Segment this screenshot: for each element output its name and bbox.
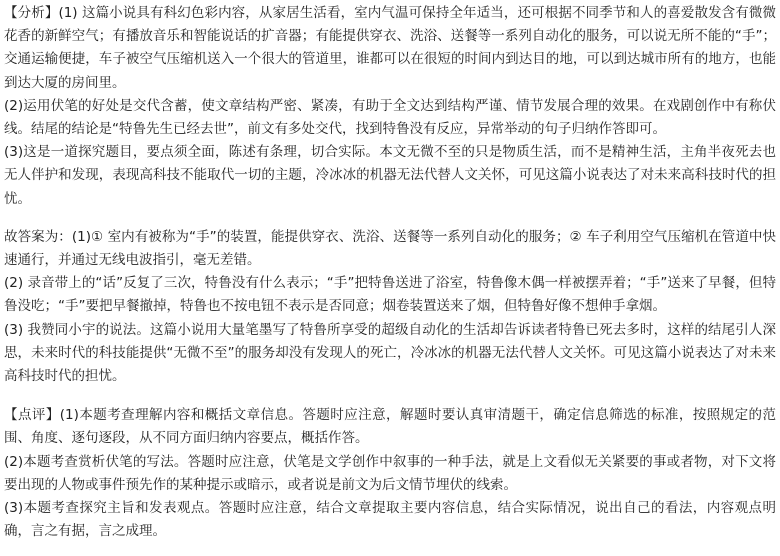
analysis-paragraph-2: (2)运用伏笔的好处是交代含蓄，使文章结构严密、紧凑，有助于全文达到结构严谨、情节发展合理的效果。在戏剧创作中有称伏线。结尾的结论是“特鲁先生已经去世”，前文有多处交代，找到特鲁没有反应，异常举动的句子归纳作答即可。: [4, 97, 776, 138]
review-paragraph-1: 【点评】(1)本题考查理解内容和概括文章信息。答题时应注意，解题时要认真审清题干，确定信息筛选的标准，按照规定的范围、角度、逐句逐段，从不同方面归纳内容要点，概括作答。: [4, 407, 776, 447]
answer-paragraph-1: 故答案为：(1)① 室内有被称为“手”的装置，能提供穿衣、洗浴、送餐等一系列自动化的服务；② 车子利用空气压缩机在管道中快速通行，并通过无线电波指引，毫无差错。: [4, 228, 776, 269]
answer-section: [4, 226, 776, 388]
review-section: [4, 404, 776, 543]
analysis-paragraph-1: 【分析】(1) 这篇小说具有科幻色彩内容，从家居生活看，室内气温可保持全年适当，还可根据不同季节和人的喜爱散发含有微微花香的新鲜空气；有播放音乐和智能说话的扩音器；有能提供穿衣、洗浴、送餐等一系列自动化的服务，可以说无所不能的“手”；交通运输便捷，车子被空气压缩机送入一个很大的管道里，谁都可以在很短的时间内到达目的地，可以到达城市所有的地方，也能到达大厦的房间里。: [4, 5, 776, 91]
section-spacer: [4, 388, 776, 404]
answer-paragraph-3: (3) 我赞同小宇的说法。这篇小说用大量笔墨写了特鲁所享受的超级自动化的生活却告诉读者特鲁已死去多时，这样的结尾引人深思，未来时代的科技能提供“无微不至”的服务却没有发现人的死亡，冷冰冰的机器无法代替人文关怀。可见这篇小说表达了对未来高科技时代的担忧。: [4, 321, 776, 385]
section-spacer: [4, 211, 776, 226]
analysis-section: [4, 2, 776, 211]
answer-paragraph-2: (2) 录音带上的“话”反复了三次，特鲁没有什么表示；“手”把特鲁送进了浴室，特鲁像木偶一样被摆弄着；“手”送来了早餐，但特鲁没吃；“手”要把早餐撤掉，特鲁也不按电钮不表示是否同意；烟卷装置送来了烟，但特鲁好像不想伸手拿烟。: [4, 275, 776, 315]
analysis-paragraph-3: (3)这是一道探究题目，要点须全面，陈述有条理，切合实际。本文无微不至的只是物质生活，而不是精神生活，主角半夜死去也无人伴护和发现，表现高科技不能取代一切的主题，冷冰冰的机器无法代替人文关怀，可见这篇小说表达了对未来高科技时代的担忧。: [4, 144, 776, 207]
review-paragraph-3: (3)本题考查探究主旨和发表观点。答题时应注意，结合文章提取主要内容信息，结合实际情况，说出自己的看法，内容观点明确，言之有据，言之成理。: [4, 500, 776, 540]
review-paragraph-2: (2)本题考查赏析伏笔的写法。答题时应注意，伏笔是文学创作中叙事的一种手法，就是上文看似无关紧要的事或者物，对下文将要出现的人物或事件预先作的某种提示或暗示，或者说是前文为后文情节埋伏的线索。: [4, 453, 776, 493]
